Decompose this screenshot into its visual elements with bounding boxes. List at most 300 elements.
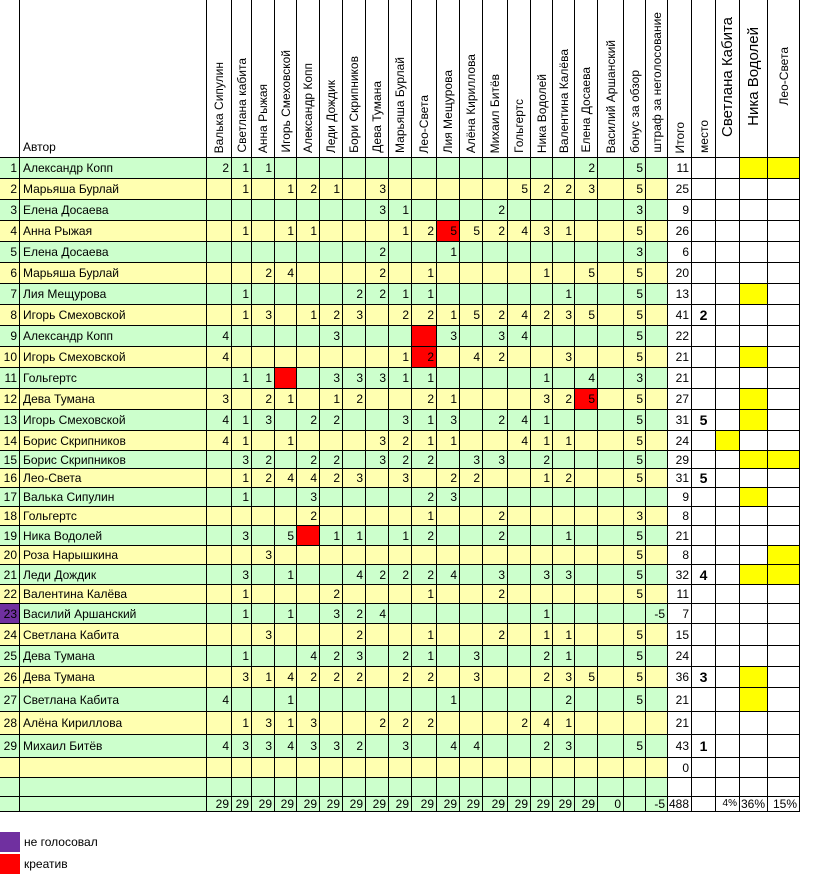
score-cell[interactable] [460,585,483,604]
score-cell[interactable] [366,546,389,565]
score-cell[interactable] [646,735,668,758]
row-number[interactable]: 17 [0,488,20,507]
vote-cell[interactable] [768,179,800,200]
score-cell[interactable] [207,200,232,221]
row-number[interactable]: 1 [0,158,20,179]
score-cell[interactable]: 2 [483,347,508,368]
score-cell[interactable] [646,488,668,507]
score-cell[interactable] [389,624,412,646]
score-cell[interactable] [207,778,232,797]
score-cell[interactable] [366,507,389,526]
score-cell[interactable]: 2 [412,565,437,585]
score-cell[interactable]: 4 [531,712,553,735]
score-cell[interactable] [692,546,716,565]
header-col-14[interactable] [531,0,553,158]
vote-cell[interactable] [740,778,768,797]
score-cell[interactable]: 2 [553,688,575,712]
score-cell[interactable] [460,326,483,347]
score-cell[interactable] [343,221,366,242]
vote-cell[interactable] [768,565,800,585]
score-cell[interactable] [252,758,275,778]
score-cell[interactable]: 3 [531,389,553,410]
score-cell[interactable] [343,326,366,347]
total-cell[interactable]: 29 [343,797,366,812]
score-cell[interactable]: 1 [343,526,366,546]
score-cell[interactable] [275,778,297,797]
score-cell[interactable] [297,778,320,797]
author-name[interactable]: Леди Дождик [20,565,207,585]
score-cell[interactable] [483,431,508,451]
total-cell[interactable]: 29 [207,797,232,812]
score-cell[interactable] [692,488,716,507]
score-cell[interactable] [553,604,575,624]
header-col-2[interactable] [252,0,275,158]
row-number[interactable]: 13 [0,410,20,431]
author-name[interactable]: Лия Мещурова [20,284,207,305]
score-cell[interactable]: 8 [668,507,692,526]
score-cell[interactable] [412,242,437,263]
score-cell[interactable] [598,431,624,451]
vote-cell[interactable] [740,347,768,368]
score-cell[interactable] [366,526,389,546]
score-cell[interactable] [692,688,716,712]
score-cell[interactable]: 4 [508,305,531,326]
score-cell[interactable] [412,326,437,347]
score-cell[interactable] [692,526,716,546]
score-cell[interactable] [598,758,624,778]
author-name[interactable]: Валька Сипулин [20,488,207,507]
score-cell[interactable] [412,604,437,624]
score-cell[interactable]: 2 [553,179,575,200]
score-cell[interactable] [252,688,275,712]
row-number[interactable]: 10 [0,347,20,368]
score-cell[interactable] [232,326,252,347]
vote-cell[interactable] [740,242,768,263]
score-cell[interactable] [575,546,598,565]
row-number[interactable]: 12 [0,389,20,410]
score-cell[interactable] [460,688,483,712]
score-cell[interactable]: 3 [553,305,575,326]
score-cell[interactable]: 41 [668,305,692,326]
vote-cell[interactable] [716,688,740,712]
score-cell[interactable]: 1 [275,688,297,712]
vote-cell[interactable] [768,221,800,242]
score-cell[interactable]: 1 [232,488,252,507]
score-cell[interactable]: 1 [412,507,437,526]
score-cell[interactable] [575,624,598,646]
score-cell[interactable]: 24 [668,431,692,451]
score-cell[interactable] [297,389,320,410]
score-cell[interactable]: 2 [366,242,389,263]
score-cell[interactable]: 6 [668,242,692,263]
score-cell[interactable]: -5 [646,604,668,624]
vote-cell[interactable] [740,688,768,712]
score-cell[interactable]: 21 [668,688,692,712]
vote-cell[interactable] [740,158,768,179]
score-cell[interactable] [575,431,598,451]
score-cell[interactable] [460,242,483,263]
score-cell[interactable] [437,263,460,284]
vote-cell[interactable] [740,368,768,389]
total-cell[interactable]: 29 [320,797,343,812]
score-cell[interactable] [207,546,232,565]
score-cell[interactable] [343,158,366,179]
score-cell[interactable] [343,688,366,712]
score-cell[interactable]: 21 [668,712,692,735]
score-cell[interactable] [252,565,275,585]
score-cell[interactable] [598,624,624,646]
score-cell[interactable] [646,646,668,667]
score-cell[interactable]: 1 [412,585,437,604]
score-cell[interactable]: 1 [412,431,437,451]
score-cell[interactable] [297,431,320,451]
score-cell[interactable] [460,179,483,200]
score-cell[interactable]: 2 [389,667,412,688]
score-cell[interactable] [508,604,531,624]
header-col-21[interactable] [692,0,716,158]
score-cell[interactable] [207,469,232,488]
score-cell[interactable]: 4 [575,368,598,389]
author-name[interactable]: Дева Тумана [20,646,207,667]
score-cell[interactable]: 2 [252,451,275,469]
score-cell[interactable] [412,200,437,221]
score-cell[interactable]: 1 [412,624,437,646]
score-cell[interactable]: 2 [389,305,412,326]
score-cell[interactable] [531,758,553,778]
score-cell[interactable] [366,778,389,797]
score-cell[interactable]: 5 [508,179,531,200]
header-col-5[interactable] [320,0,343,158]
score-cell[interactable]: 1 [232,646,252,667]
score-cell[interactable]: 2 [320,451,343,469]
score-cell[interactable] [692,158,716,179]
score-cell[interactable] [508,242,531,263]
score-cell[interactable]: 21 [668,526,692,546]
score-cell[interactable] [320,507,343,526]
score-cell[interactable] [508,469,531,488]
score-cell[interactable]: 4 [275,735,297,758]
score-cell[interactable] [297,326,320,347]
score-cell[interactable] [692,604,716,624]
score-cell[interactable]: 3 [232,735,252,758]
score-cell[interactable]: 5 [692,410,716,431]
vote-cell[interactable] [768,758,800,778]
score-cell[interactable]: 1 [531,624,553,646]
score-cell[interactable] [575,347,598,368]
score-cell[interactable]: 4 [437,735,460,758]
score-cell[interactable]: 25 [668,179,692,200]
score-cell[interactable] [692,368,716,389]
score-cell[interactable] [412,158,437,179]
score-cell[interactable] [483,488,508,507]
vote-cell[interactable] [768,604,800,624]
author-name[interactable]: Светлана Кабита [20,688,207,712]
score-cell[interactable]: 1 [389,221,412,242]
score-cell[interactable] [483,284,508,305]
score-cell[interactable] [531,488,553,507]
score-cell[interactable]: 5 [460,221,483,242]
score-cell[interactable] [389,158,412,179]
row-number[interactable]: 25 [0,646,20,667]
header-col-15[interactable] [553,0,575,158]
score-cell[interactable]: 5 [624,469,646,488]
score-cell[interactable]: 2 [297,451,320,469]
score-cell[interactable] [483,158,508,179]
score-cell[interactable]: 1 [320,526,343,546]
score-cell[interactable] [483,469,508,488]
score-cell[interactable]: 5 [624,688,646,712]
score-cell[interactable] [531,507,553,526]
total-cell[interactable]: 29 [575,797,598,812]
score-cell[interactable] [366,646,389,667]
vote-cell[interactable] [768,735,800,758]
vote-cell[interactable] [740,488,768,507]
score-cell[interactable] [297,624,320,646]
score-cell[interactable] [646,667,668,688]
score-cell[interactable]: 2 [531,667,553,688]
score-cell[interactable] [575,507,598,526]
score-cell[interactable] [508,200,531,221]
score-cell[interactable] [320,263,343,284]
score-cell[interactable]: 5 [624,326,646,347]
score-cell[interactable]: 8 [668,546,692,565]
score-cell[interactable]: 11 [668,158,692,179]
score-cell[interactable] [275,451,297,469]
score-cell[interactable] [207,585,232,604]
score-cell[interactable]: 7 [668,604,692,624]
score-cell[interactable] [437,604,460,624]
score-cell[interactable] [646,284,668,305]
score-cell[interactable]: 2 [320,469,343,488]
score-cell[interactable] [692,389,716,410]
vote-cell[interactable] [740,326,768,347]
score-cell[interactable] [646,410,668,431]
author-name[interactable]: Марьяша Бурлай [20,179,207,200]
score-cell[interactable] [508,526,531,546]
author-name[interactable]: Дева Тумана [20,389,207,410]
score-cell[interactable] [598,469,624,488]
header-col-0[interactable] [207,0,232,158]
row-number[interactable]: 23 [0,604,20,624]
score-cell[interactable] [575,200,598,221]
score-cell[interactable]: 2 [343,667,366,688]
total-cell[interactable]: 29 [366,797,389,812]
score-cell[interactable] [343,546,366,565]
score-cell[interactable] [366,758,389,778]
score-cell[interactable]: 1 [531,604,553,624]
score-cell[interactable] [343,451,366,469]
score-cell[interactable] [508,347,531,368]
score-cell[interactable] [483,712,508,735]
score-cell[interactable] [207,179,232,200]
score-cell[interactable] [531,347,553,368]
score-cell[interactable]: 24 [668,646,692,667]
score-cell[interactable] [646,526,668,546]
score-cell[interactable] [437,368,460,389]
score-cell[interactable] [460,488,483,507]
score-cell[interactable] [575,242,598,263]
score-cell[interactable]: 1 [553,526,575,546]
score-cell[interactable] [646,242,668,263]
score-cell[interactable] [437,546,460,565]
vote-cell[interactable] [768,158,800,179]
score-cell[interactable] [207,712,232,735]
vote-cell[interactable] [768,488,800,507]
score-cell[interactable] [531,284,553,305]
author-name[interactable]: Светлана Кабита [20,624,207,646]
score-cell[interactable]: 4 [508,431,531,451]
row-number[interactable]: 4 [0,221,20,242]
score-cell[interactable] [275,242,297,263]
vote-cell[interactable] [768,284,800,305]
score-cell[interactable] [232,242,252,263]
score-cell[interactable]: 1 [531,263,553,284]
score-cell[interactable] [646,200,668,221]
score-cell[interactable] [232,507,252,526]
score-cell[interactable] [252,526,275,546]
vote-cell[interactable] [740,667,768,688]
score-cell[interactable] [343,488,366,507]
score-cell[interactable]: 2 [531,735,553,758]
score-cell[interactable]: 1 [232,604,252,624]
score-cell[interactable] [297,242,320,263]
total-cell[interactable]: 0 [598,797,624,812]
score-cell[interactable] [460,389,483,410]
score-cell[interactable] [389,242,412,263]
score-cell[interactable] [460,284,483,305]
score-cell[interactable]: 1 [437,305,460,326]
score-cell[interactable]: 3 [320,326,343,347]
score-cell[interactable]: 1 [412,646,437,667]
score-cell[interactable] [297,604,320,624]
vote-cell[interactable] [768,469,800,488]
vote-cell[interactable] [768,667,800,688]
score-cell[interactable] [624,778,646,797]
score-cell[interactable] [232,624,252,646]
score-cell[interactable] [598,263,624,284]
score-cell[interactable] [483,735,508,758]
total-cell[interactable] [692,797,716,812]
score-cell[interactable]: 5 [624,389,646,410]
score-cell[interactable] [389,688,412,712]
score-cell[interactable] [389,507,412,526]
score-cell[interactable] [553,778,575,797]
score-cell[interactable] [437,758,460,778]
vote-cell[interactable] [768,451,800,469]
vote-cell[interactable] [716,488,740,507]
row-number[interactable] [0,797,20,812]
score-cell[interactable] [207,263,232,284]
total-cell[interactable] [624,797,646,812]
score-cell[interactable]: 3 [320,368,343,389]
score-cell[interactable]: 1 [531,368,553,389]
author-name[interactable]: Роза Нарышкина [20,546,207,565]
score-cell[interactable] [646,368,668,389]
score-cell[interactable]: 5 [624,263,646,284]
score-cell[interactable] [646,158,668,179]
total-cell[interactable]: 29 [297,797,320,812]
header-col-12[interactable] [483,0,508,158]
score-cell[interactable] [366,389,389,410]
score-cell[interactable]: 1 [232,368,252,389]
score-cell[interactable]: 1 [275,431,297,451]
score-cell[interactable]: 4 [508,221,531,242]
vote-cell[interactable] [716,565,740,585]
score-cell[interactable] [692,712,716,735]
score-cell[interactable] [598,526,624,546]
score-cell[interactable] [460,624,483,646]
vote-cell[interactable] [716,646,740,667]
score-cell[interactable]: 22 [668,326,692,347]
score-cell[interactable]: 2 [437,469,460,488]
score-cell[interactable]: 5 [624,526,646,546]
row-number[interactable]: 19 [0,526,20,546]
score-cell[interactable] [297,200,320,221]
vote-cell[interactable] [740,451,768,469]
score-cell[interactable]: 3 [252,735,275,758]
score-cell[interactable] [598,410,624,431]
score-cell[interactable]: 9 [668,200,692,221]
score-cell[interactable]: 2 [389,646,412,667]
score-cell[interactable] [275,624,297,646]
score-cell[interactable] [575,284,598,305]
author-name[interactable]: Алёна Кириллова [20,712,207,735]
vote-cell[interactable] [740,565,768,585]
score-cell[interactable] [320,347,343,368]
score-cell[interactable]: 1 [275,712,297,735]
score-cell[interactable]: 3 [343,368,366,389]
score-cell[interactable] [297,158,320,179]
score-cell[interactable] [366,667,389,688]
score-cell[interactable] [460,565,483,585]
vote-cell[interactable] [716,624,740,646]
score-cell[interactable]: 4 [207,410,232,431]
vote-cell[interactable] [716,507,740,526]
score-cell[interactable] [207,242,232,263]
vote-cell[interactable] [716,604,740,624]
score-cell[interactable] [343,200,366,221]
vote-cell[interactable] [768,263,800,284]
vote-cell[interactable] [740,507,768,526]
vote-cell[interactable] [716,158,740,179]
score-cell[interactable]: 3 [624,242,646,263]
score-cell[interactable]: 5 [275,526,297,546]
score-cell[interactable] [531,688,553,712]
score-cell[interactable] [646,326,668,347]
score-cell[interactable] [437,179,460,200]
score-cell[interactable]: 2 [366,565,389,585]
vote-cell[interactable] [716,667,740,688]
score-cell[interactable]: 5 [624,565,646,585]
score-cell[interactable]: 2 [207,158,232,179]
score-cell[interactable]: 2 [412,667,437,688]
total-cell[interactable]: 29 [460,797,483,812]
score-cell[interactable] [575,488,598,507]
author-name[interactable]: Василий Аршанский [20,604,207,624]
score-cell[interactable]: 27 [668,389,692,410]
vote-cell[interactable] [716,347,740,368]
row-number[interactable]: 5 [0,242,20,263]
score-cell[interactable] [692,431,716,451]
score-cell[interactable]: 20 [668,263,692,284]
score-cell[interactable] [483,242,508,263]
score-cell[interactable]: 2 [343,389,366,410]
score-cell[interactable]: 1 [389,200,412,221]
score-cell[interactable] [343,410,366,431]
score-cell[interactable] [575,735,598,758]
score-cell[interactable] [646,305,668,326]
score-cell[interactable] [692,284,716,305]
